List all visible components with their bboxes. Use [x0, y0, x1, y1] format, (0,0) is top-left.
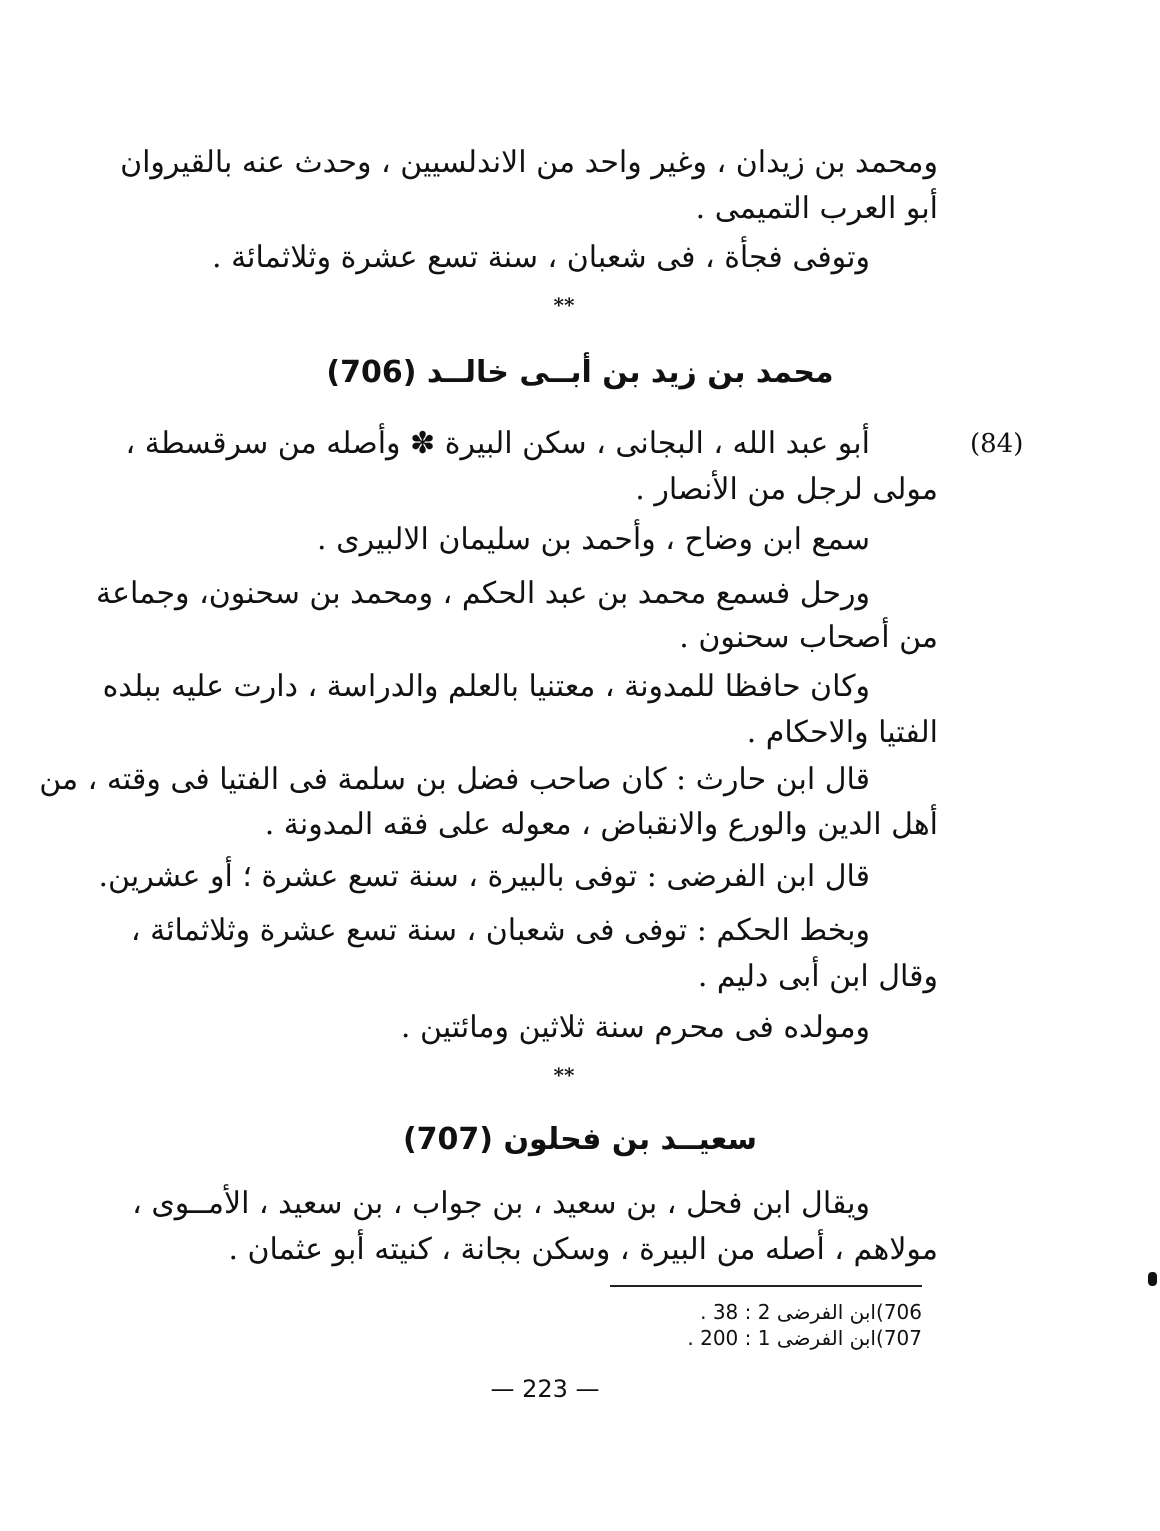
paragraph-line: وتوفى فجأة ، فى شعبان ، سنة تسع عشرة وثلاثمائة . [212, 240, 870, 275]
footnote-number: 706) [876, 1300, 922, 1324]
paragraph-line: وقال ابن أبى دليم . [697, 959, 938, 994]
paragraph-line: ومحمد بن زيدان ، وغير واحد من الاندلسيين ، وحدث عنه بالقيروان [120, 145, 938, 180]
scan-mark [1148, 1272, 1157, 1286]
margin-number: (84) [970, 429, 1024, 459]
section-separator: ** [553, 293, 575, 317]
paragraph-line: ويقال ابن فحل ، بن سعيد ، بن جواب ، بن سعيد ، الأمــوى ، [132, 1186, 870, 1221]
paragraph-line: قال ابن حارث : كان صاحب فضل بن سلمة فى الفتيا فى وقته ، من [39, 762, 870, 797]
footnote-rule [610, 1285, 922, 1287]
footnote-number: 707) [876, 1326, 922, 1350]
footnote-text: ابن الفرضى 2 : 38 . [700, 1300, 876, 1324]
paragraph-line: الفتيا والاحكام . [746, 715, 938, 750]
paragraph-line: أهل الدين والورع والانقباض ، معوله على فقه المدونة . [264, 807, 938, 842]
footnote-text: ابن الفرضى 1 : 200 . [687, 1326, 876, 1350]
paragraph-line: ومولده فى محرم سنة ثلاثين ومائتين . [400, 1010, 870, 1045]
paragraph-line: وبخط الحكم : توفى فى شعبان ، سنة تسع عشرة وثلاثمائة ، [130, 913, 870, 948]
paragraph-line: أبو عبد الله ، البجانى ، سكن البيرة ✽ وأصله من سرقسطة ، [125, 426, 870, 461]
section-separator: ** [553, 1063, 575, 1087]
paragraph-line: سمع ابن وضاح ، وأحمد بن سليمان الالبيرى . [317, 522, 870, 557]
entry-heading: سعيــد بن فحلون (707) [402, 1122, 758, 1157]
footnote [602, 1300, 922, 1324]
paragraph-line: أبو العرب التميمى . [695, 191, 938, 226]
paragraph-line: من أصحاب سحنون . [679, 620, 938, 655]
page-number: — 223 — [490, 1375, 600, 1403]
paragraph-line: مولاهم ، أصله من البيرة ، وسكن بجانة ، كنيته أبو عثمان . [228, 1232, 938, 1267]
paragraph-line: وكان حافظا للمدونة ، معتنيا بالعلم والدراسة ، دارت عليه ببلده [102, 669, 870, 704]
entry-heading: محمد بن زيد بن أبــى خالــد (706) [326, 355, 834, 390]
paragraph-line: مولى لرجل من الأنصار . [635, 472, 938, 507]
paragraph-line: ورحل فسمع محمد بن عبد الحكم ، ومحمد بن سحنون، وجماعة [96, 576, 870, 611]
footnote [602, 1326, 922, 1350]
paragraph-line: قال ابن الفرضى : توفى بالبيرة ، سنة تسع عشرة ؛ أو عشرين. [98, 859, 870, 894]
